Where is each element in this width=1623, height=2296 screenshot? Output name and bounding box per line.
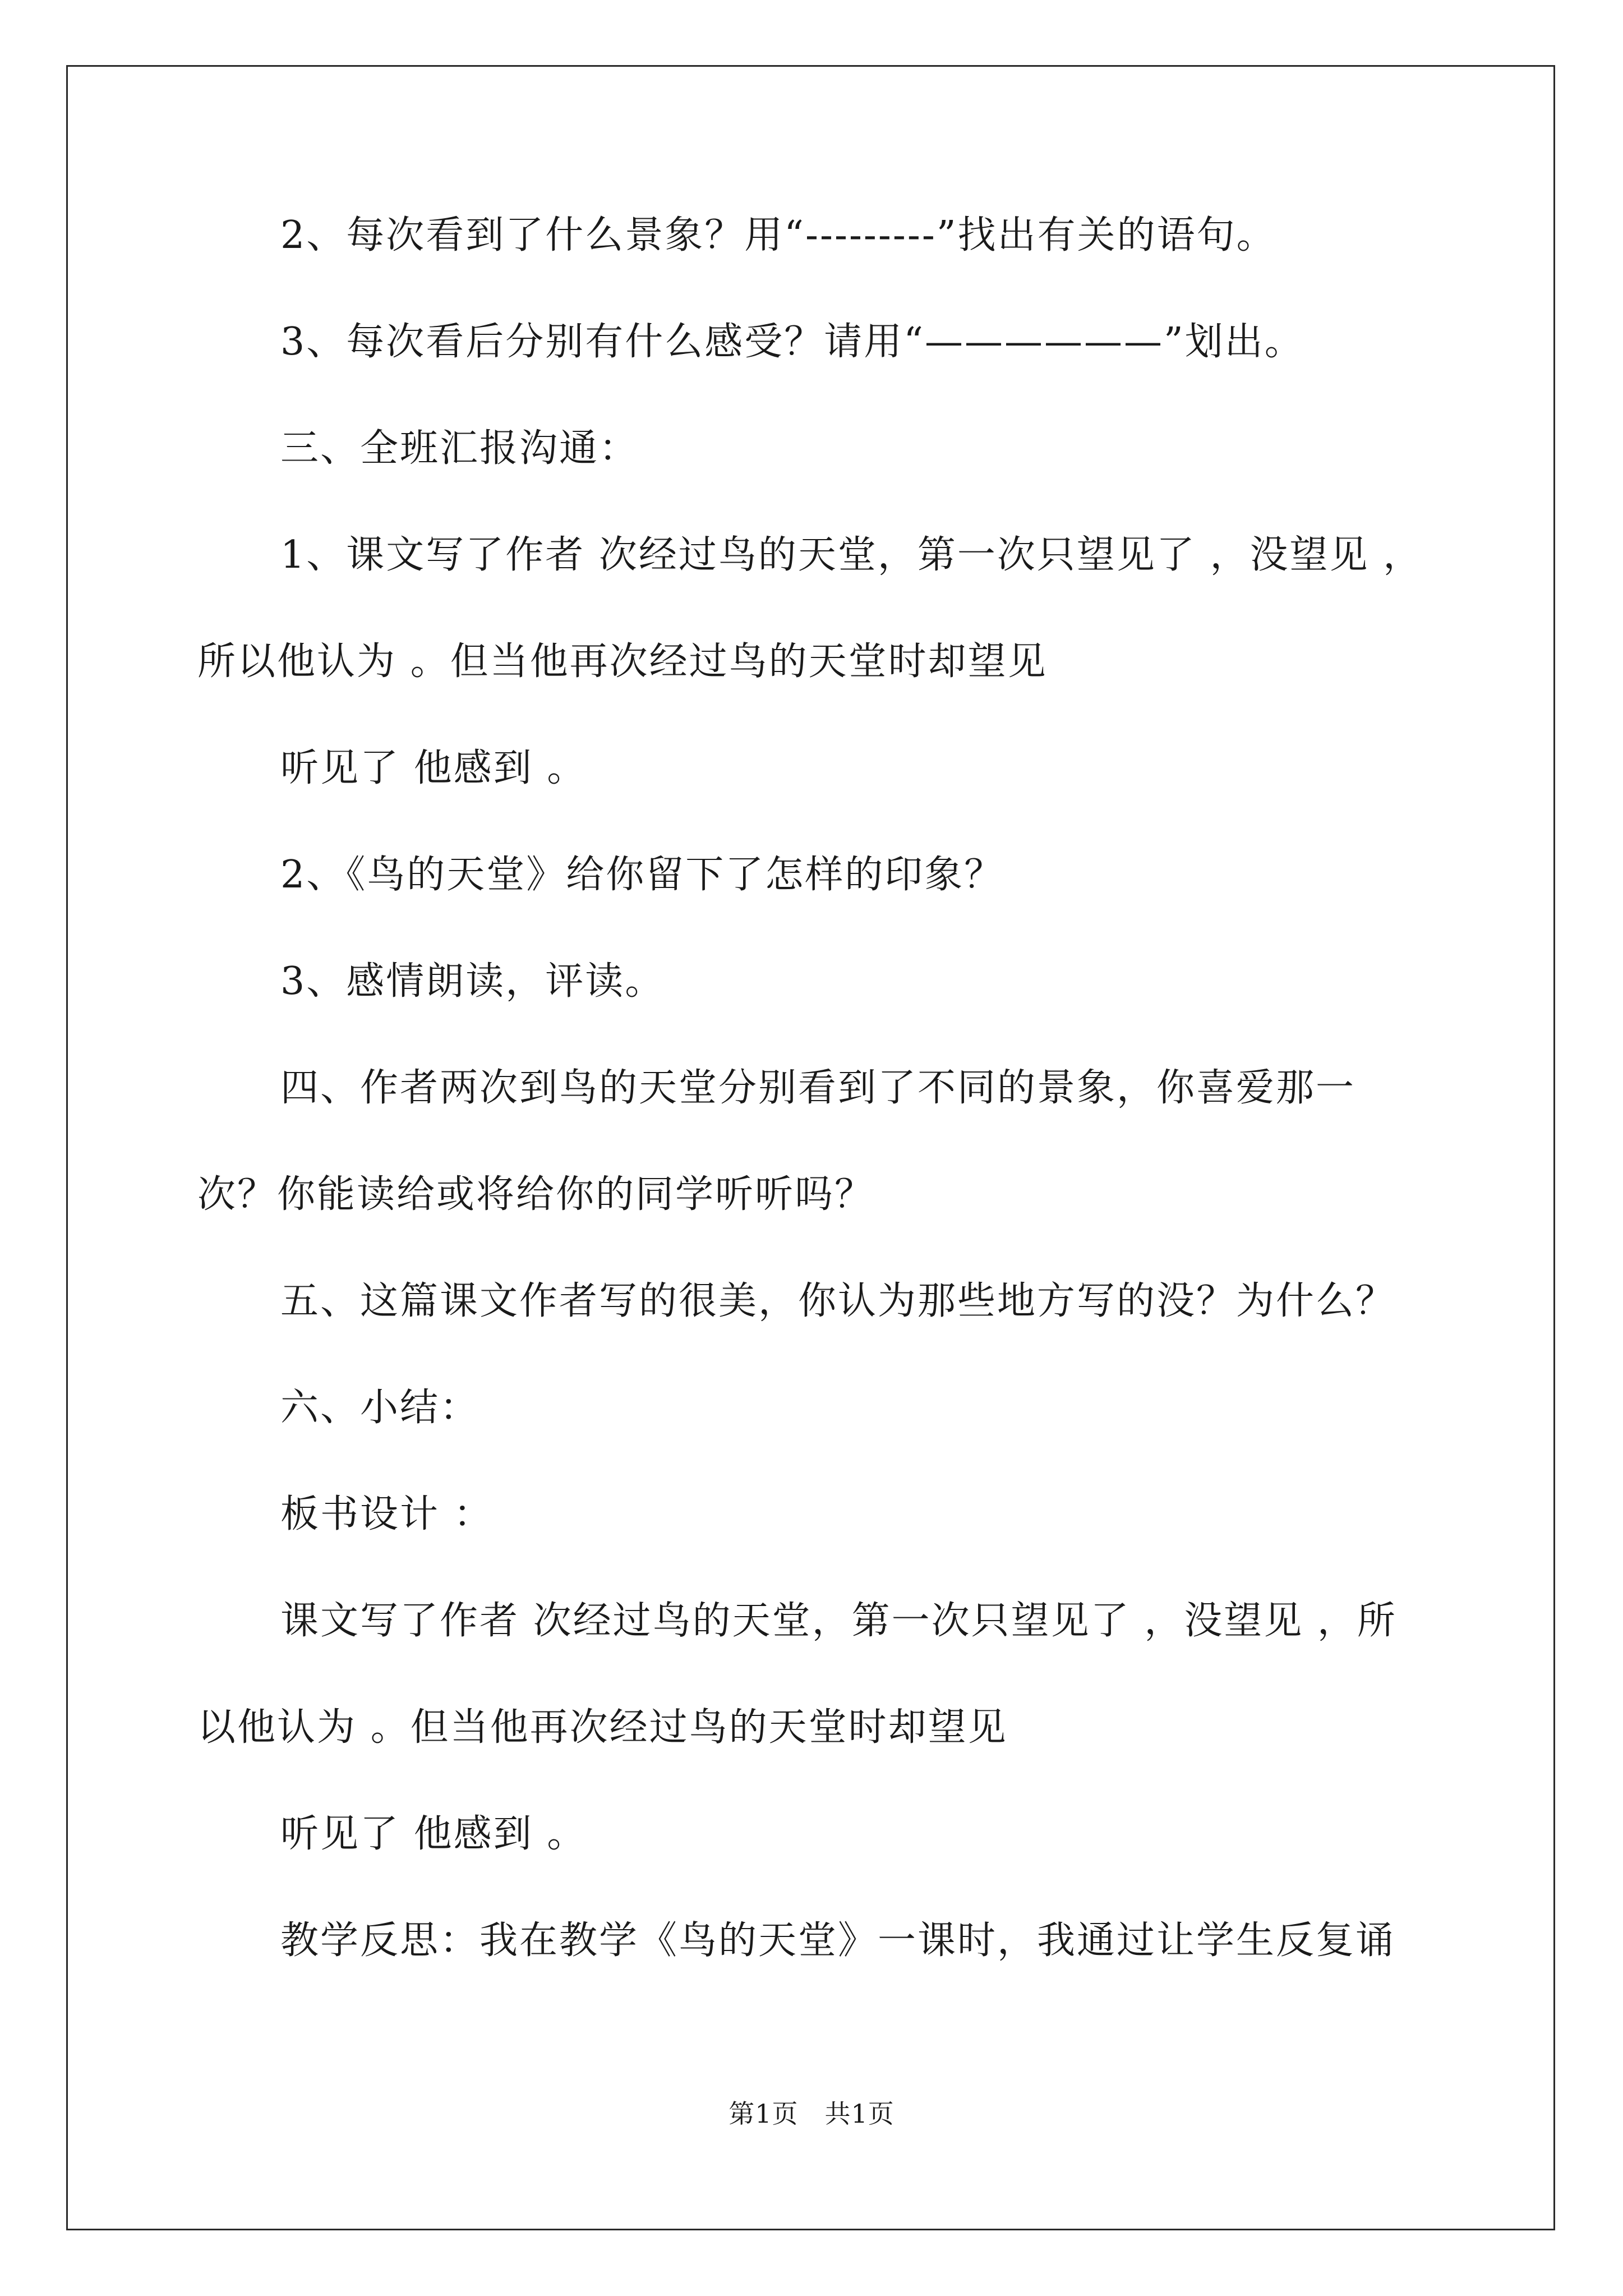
page-footer: 第1页 共1页 [728, 2099, 895, 2129]
paragraph-report-2: 2、《鸟的天堂》给你留下了怎样的印象？ [280, 853, 1004, 897]
paragraph-teaching-reflection: 教学反思：我在教学《鸟的天堂》一课时，我通过让学生反复诵 [280, 1918, 1396, 1963]
paragraph-section-3-heading: 三、全班汇报沟通： [280, 426, 639, 471]
paragraph-section-4: 四、作者两次到鸟的天堂分别看到了不同的景象，你喜爱那一次？你能读给或将给你的同学听听吗？ [197, 1066, 1356, 1217]
paragraph-board-design-text: 课文写了作者 次经过鸟的天堂，第一次只望见了 ，没望见 ，所以他认为 。但当他再次经过鸟的天堂时却望见 [197, 1599, 1397, 1750]
document-body [197, 213, 1431, 2028]
paragraph-report-1-continued: 听见了 他感到 。 [280, 746, 587, 790]
paragraph-board-design-heading: 板书设计 ： [280, 1492, 494, 1536]
paragraph-section-5: 五、这篇课文作者写的很美，你认为那些地方写的没？为什么？ [280, 1279, 1396, 1323]
paragraph-board-design-continued: 听见了 他感到 。 [280, 1812, 587, 1856]
paragraph-question-2: 2、每次看到了什么景象？用“---------”找出有关的语句。 [280, 213, 1276, 257]
paragraph-section-6-heading: 六、小结： [280, 1386, 480, 1430]
paragraph-report-1: 1、课文写了作者 次经过鸟的天堂，第一次只望见了 ，没望见 ，所以他认为 。但当他再次经过鸟的天堂时却望见 [197, 533, 1423, 684]
paragraph-question-3: 3、每次看后分别有什么感受？请用“——————”划出。 [280, 320, 1304, 364]
paragraph-report-3: 3、感情朗读，评读。 [280, 959, 665, 1004]
